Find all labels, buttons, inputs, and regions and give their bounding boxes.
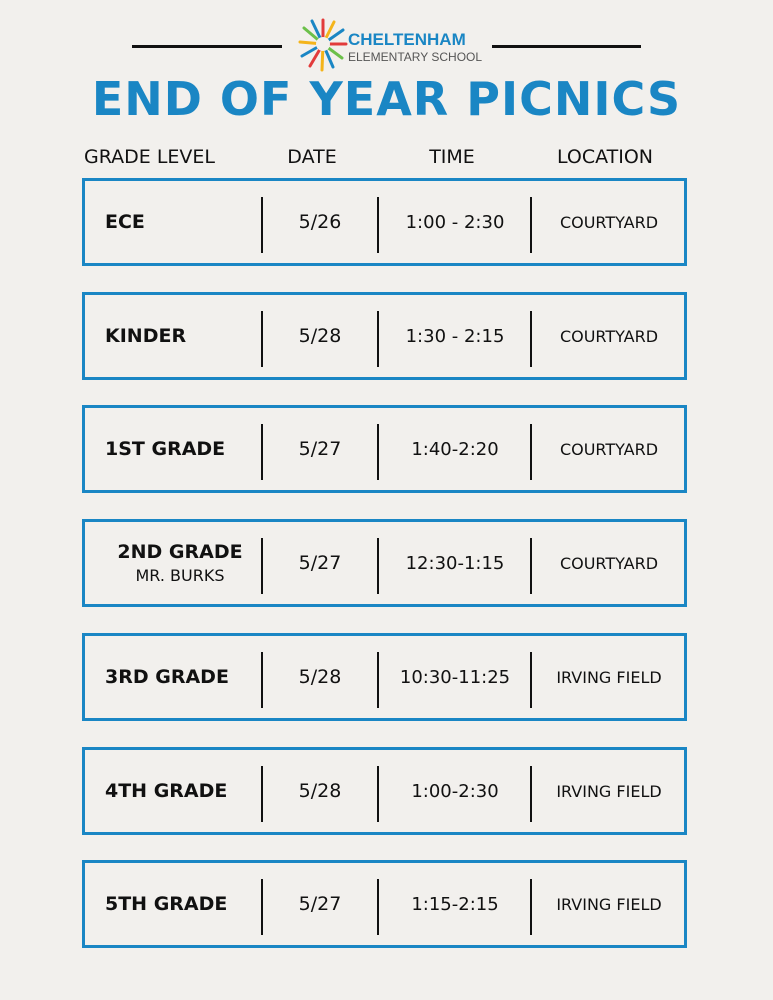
- header-time: TIME: [429, 146, 475, 168]
- date-cell: 5/27: [298, 552, 342, 574]
- date-cell: 5/27: [298, 438, 342, 460]
- grade-level-cell: [105, 408, 255, 490]
- sunburst-logo-icon: [296, 14, 350, 76]
- grade-level-label: 5TH GRADE: [105, 893, 228, 915]
- column-divider: [377, 197, 379, 253]
- location-cell: COURTYARD: [559, 326, 659, 346]
- header-date: DATE: [287, 146, 337, 168]
- date-cell: 5/28: [298, 666, 342, 688]
- time-cell: 1:30 - 2:15: [405, 325, 505, 347]
- date-cell: 5/27: [298, 893, 342, 915]
- grade-level-label: ECE: [105, 211, 145, 233]
- header-location: LOCATION: [556, 146, 654, 168]
- table-row: [82, 178, 687, 266]
- teacher-name: MR. BURKS: [135, 566, 225, 585]
- location-cell: COURTYARD: [559, 439, 659, 459]
- location-cell: IRVING FIELD: [556, 667, 662, 687]
- column-divider: [377, 424, 379, 480]
- column-divider: [530, 424, 532, 480]
- time-cell: 1:40-2:20: [411, 438, 499, 460]
- time-cell: 1:00-2:30: [411, 780, 499, 802]
- page-title: END OF YEAR PICNICS: [91, 72, 682, 126]
- header-rule-left: [132, 45, 282, 48]
- table-row: [82, 405, 687, 493]
- location-cell: IRVING FIELD: [556, 894, 662, 914]
- grade-level-cell: [105, 863, 255, 945]
- table-row: [82, 519, 687, 607]
- column-divider: [261, 538, 263, 594]
- time-cell: 12:30-1:15: [405, 552, 505, 574]
- time-cell: 1:15-2:15: [411, 893, 499, 915]
- table-row: [82, 292, 687, 380]
- logo-school-subtitle: ELEMENTARY SCHOOL: [348, 50, 483, 64]
- column-divider: [530, 197, 532, 253]
- date-cell: 5/28: [298, 780, 342, 802]
- grade-level-label: 2ND GRADE: [117, 541, 243, 563]
- column-divider: [377, 311, 379, 367]
- location-cell: COURTYARD: [559, 212, 659, 232]
- column-divider: [377, 766, 379, 822]
- column-divider: [377, 538, 379, 594]
- column-divider: [530, 766, 532, 822]
- column-divider: [261, 879, 263, 935]
- date-cell: 5/26: [298, 211, 342, 233]
- grade-level-cell: [105, 522, 255, 604]
- grade-level-cell: [105, 636, 255, 718]
- header-grade-level: GRADE LEVEL: [84, 146, 216, 168]
- column-divider: [261, 424, 263, 480]
- column-headers: [0, 146, 773, 174]
- grade-level-label: 1ST GRADE: [105, 438, 226, 460]
- header-rule-right: [492, 45, 641, 48]
- grade-level-label: 3RD GRADE: [105, 666, 229, 688]
- table-row: [82, 747, 687, 835]
- grade-level-label: KINDER: [105, 325, 187, 347]
- location-cell: IRVING FIELD: [556, 781, 662, 801]
- grade-level-label: 4TH GRADE: [105, 780, 228, 802]
- column-divider: [377, 652, 379, 708]
- table-row: [82, 633, 687, 721]
- grade-level-cell: [105, 181, 255, 263]
- grade-level-cell: [105, 750, 255, 832]
- column-divider: [377, 879, 379, 935]
- column-divider: [261, 197, 263, 253]
- column-divider: [530, 538, 532, 594]
- column-divider: [261, 311, 263, 367]
- column-divider: [530, 879, 532, 935]
- date-cell: 5/28: [298, 325, 342, 347]
- column-divider: [261, 652, 263, 708]
- logo-school-name: CHELTENHAM: [348, 30, 466, 49]
- table-row: [82, 860, 687, 948]
- time-cell: 1:00 - 2:30: [405, 211, 505, 233]
- column-divider: [530, 652, 532, 708]
- grade-level-cell: [105, 295, 255, 377]
- time-cell: 10:30-11:25: [399, 666, 511, 688]
- column-divider: [261, 766, 263, 822]
- column-divider: [530, 311, 532, 367]
- school-logo: [296, 14, 486, 76]
- location-cell: COURTYARD: [559, 553, 659, 573]
